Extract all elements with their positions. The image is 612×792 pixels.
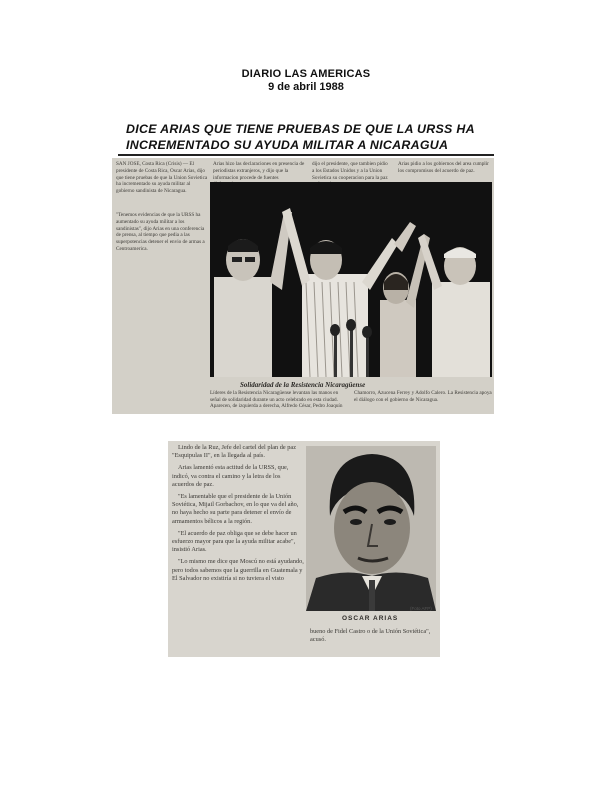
photo-caption-title: Solidaridad de la Resistencia Nicaragüense — [240, 381, 366, 389]
article-column-a: SAN JOSE, Costa Rica (Crisis) — El presidente de Costa Rica, Oscar Arias, dijo que tiene pruebas de que la Union Sovietica ha incrementado su ayuda militar al gobierno sandinista de Nicaragua. — [116, 161, 208, 195]
article-paragraph: "El acuerdo de paz obliga que se debe hacer un esfuerzo mayor para que la ayuda militar acabe", insistió Arias. — [172, 529, 297, 554]
article-paragraph: "Lo mismo me dice que Moscú no está ayudando, pero todos sabemos que la guerrilla en Guatemala y El Salvador no existiría si no tuviera el visto — [172, 558, 304, 582]
article-column-b: Arias hizo las declaraciones en presencia de periodistas extranjeros, y dijo que la informacion procede de fuentes — [213, 161, 305, 181]
headline-line-2: INCREMENTADO SU AYUDA MILITAR A NICARAGUA — [126, 138, 449, 152]
headline-line-1: DICE ARIAS QUE TIENE PRUEBAS DE QUE LA URSS HA — [126, 122, 475, 136]
portrait-photo — [306, 446, 436, 611]
article-paragraph: "Es lamentable que el presidente de la Unión Soviética, Mijail Gorbachov, en lo que va del año, no haya hecho su parte para detener el envío de armamentos bélicos a la región. — [172, 493, 299, 525]
portrait-figure — [306, 446, 436, 611]
headline-underline — [118, 154, 494, 156]
portrait-caption-name: OSCAR ARIAS — [342, 615, 399, 622]
article-column-d: Arias pidio a los gobiernos del area cumplir los compromisos del acuerdo de paz. — [398, 161, 489, 174]
photo-caption: Líderes de la Resistencia Nicaragüense levantan las manos en señal de solidaridad durante un acto celebrado en esta ciudad. Aparecen, de izquierda a derecha, Alfredo César, Pedro Joaquín Chamorro, Azucena Ferrey y Adolfo Calero. La Resistencia apoya el diálogo con el gobierno de Nicaragua. — [210, 390, 492, 410]
photo-credit: (Foto AFP) — [410, 606, 432, 611]
rally-figures — [210, 182, 492, 377]
article-body — [172, 444, 304, 654]
publication-name: DIARIO LAS AMERICAS — [241, 68, 371, 80]
article-column-a2: "Tenemos evidencias de que la URSS ha aumentado su ayuda militar a los sandinistas", dijo Arias en una conferencia de prensa, al tiempo que pedia a las superpotencias detener el envio de armas a Centroamerica. — [116, 212, 205, 252]
rally-photo — [210, 182, 492, 377]
article-column-c: dijo el presidente, que tambien pidio a los Estados Unidos y a la Union Sovietica su cooperacion para la paz — [312, 161, 388, 181]
article-paragraph: Lindo de la Ruz, Jefe del cartel del plan de paz "Esquipulas II", en la llegada al país. — [172, 444, 297, 460]
article-paragraph: Arias lamentó esta actitud de la URSS, que, indicó, va contra el camino y la letra de los acuerdos de paz. — [172, 464, 289, 488]
publication-date: 9 de abril 1988 — [268, 81, 344, 93]
portrait-caption: bueno de Fidel Castro o de la Unión Soviética", acusó. — [310, 628, 431, 644]
